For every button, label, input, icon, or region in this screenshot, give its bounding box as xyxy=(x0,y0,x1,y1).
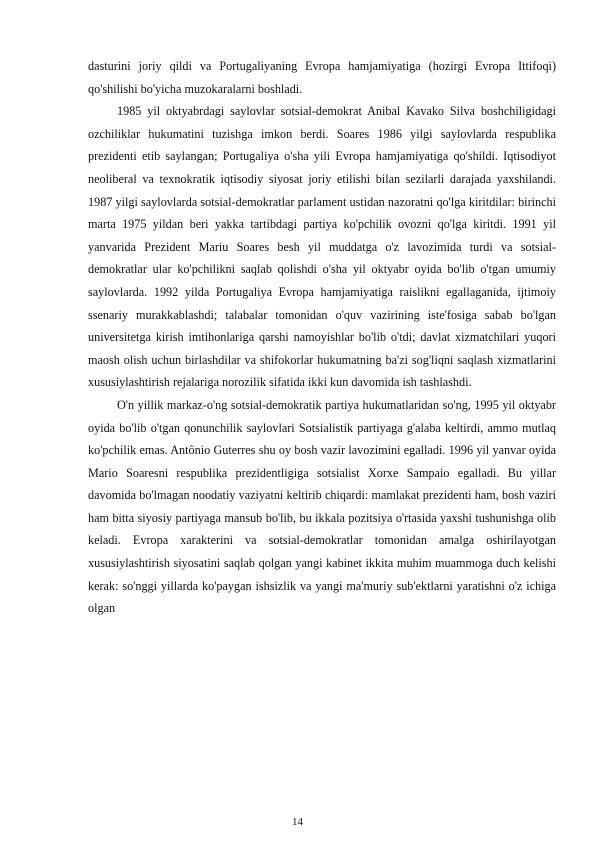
paragraph: 1985 yil oktyabrdagi saylovlar sotsial-demokrat Anibal Kavako Silva boshchiligidagi ozchiliklar hukumatini tuzishga imkon berdi. Soares 1986 yilgi saylovlarda respublika prezidenti etib saylangan; Portugaliya o'sha yili Evropa hamjamiyatiga qo'shildi. Iqtisodiyot neoliberal va texnokratik iqtisodiy siyosat joriy etilishi bilan sezilarli darajada yaxshilandi. 1987 yilgi saylovlarda sotsial-demokratlar parlament ustidan nazoratni qo'lga kiritdilar: birinchi marta 1975 yildan beri yakka tartibdagi partiya ko'pchilik ovozni qo'lga kiritdi. 1991 yil yanvarida Prezident Mariu Soares besh yil muddatga o'z lavozimida turdi va sotsial-demokratlar ular ko'pchilikni saqlab qolishdi o'sha yil oktyabr oyida bo'lib o'tgan umumiy saylovlarda. 1992 yilda Portugaliya Evropa hamjamiyatiga raislikni egallaganida, ijtimoiy ssenariy murakkablashdi; talabalar tomonidan o'quv vazirining iste'fosiga sabab bo'lgan universitetga kirish imtihonlariga qarshi namoyishlar bo'lib o'tdi; davlat xizmatchilari yuqori maosh olish uchun birlashdilar va shifokorlar hukumatning ba'zi sog'liqni saqlash xizmatlarini xususiylashtirish rejalariga norozilik sifatida ikki kun davomida ish tashlashdi. xyxy=(88,104,556,390)
paragraph-continuation: dasturini joriy qildi va Portugaliyaning Evropa hamjamiyatiga (hozirgi Evropa Ittifoqi) qo'shilishi bo'yicha muzokaralarni boshladi. xyxy=(88,59,556,96)
page-number: 14 xyxy=(292,816,303,828)
paragraph: O'n yillik markaz-o'ng sotsial-demokratik partiya hukumatlaridan so'ng, 1995 yil oktyabr oyida bo'lib o'tgan qonunchilik saylovlari Sotsialistik partiyaga g'alaba keltirdi, ammo mutlaq ko'pchilik emas. Antônio Guterres shu oy bosh vazir lavozimini egalladi. 1996 yil yanvar oyida Mario Soaresni respublika prezidentligiga sotsialist Xorxe Sampaio egalladi. Bu yillar davomida bo'lmagan noodatiy vaziyatni keltirib chiqardi: mamlakat prezidenti ham, bosh vaziri ham bitta siyosiy partiyaga mansub bo'lib, bu ikkala pozitsiya o'rtasida yaxshi tushunishga olib keladi. Evropa xarakterini va sotsial-demokratlar tomonidan amalga oshirilayotgan xususiylashtirish siyosatini saqlab qolgan yangi kabinet ikkita muhim muammoga duch kelishi kerak: so'nggi yillarda ko'paygan ishsizlik va yangi ma'muriy sub'ektlarni yaratishni o'z ichiga olgan xyxy=(88,397,556,616)
body-text xyxy=(88,55,556,620)
